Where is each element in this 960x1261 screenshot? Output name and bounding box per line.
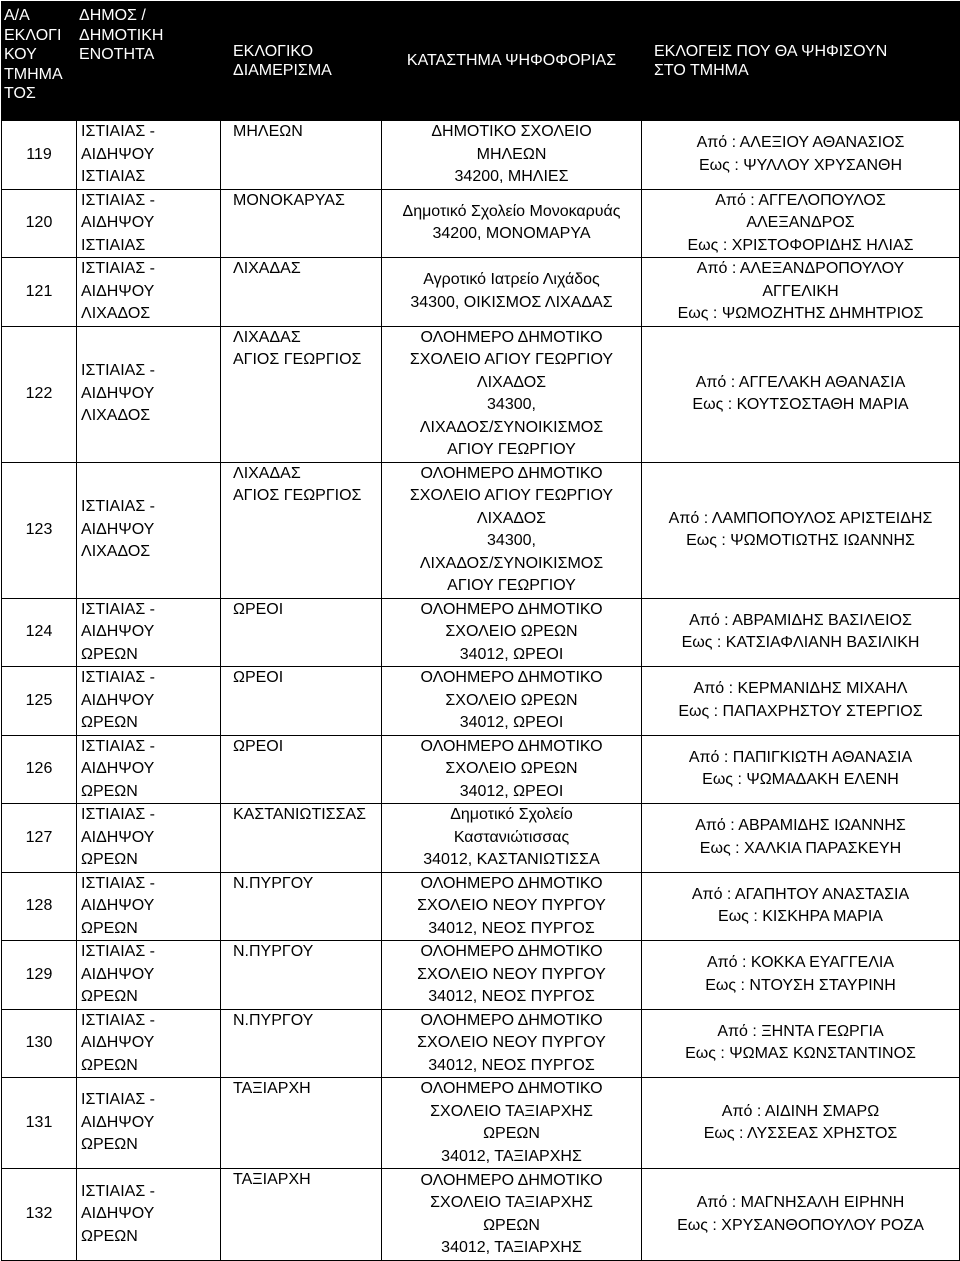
district-cell	[221, 598, 382, 667]
voter-range-cell	[642, 941, 960, 1010]
cell-line: ΣΧΟΛΕΙΟ ΝΕΟΥ ΠΥΡΓΟΥ	[417, 897, 606, 914]
table-row	[2, 1169, 960, 1261]
cell-line: ΩΡΕΩΝ	[81, 645, 138, 663]
voter-range-cell	[642, 804, 960, 873]
section-number-cell: 132	[2, 1169, 77, 1261]
cell-line: ΟΛΟΗΜΕΡΟ ΔΗΜΟΤΙΚΟ	[420, 328, 603, 346]
section-number-cell: 119	[2, 121, 77, 190]
cell-line: Εως : ΨΩΜΟΤΙΩΤΗΣ ΙΩΑΝΝΗΣ	[686, 532, 915, 549]
cell-line: Από : ΑΒΡΑΜΙΔΗΣ ΒΑΣΙΛΕΙΟΣ	[689, 611, 912, 629]
cell-line: ΙΣΤΙΑΙΑΣ -	[81, 600, 156, 618]
district-cell	[221, 189, 382, 258]
cell-line: ΙΣΤΙΑΙΑΣ -	[81, 669, 156, 686]
cell-line: ΤΑΞΙΑΡΧΗ	[233, 1080, 311, 1097]
table-row	[2, 326, 960, 462]
cell-line: ΤΑΞΙΑΡΧΗ	[233, 1171, 311, 1188]
cell-line: ΙΣΤΙΑΙΑΣ -	[81, 1182, 156, 1200]
district-cell	[221, 667, 382, 736]
municipality-cell	[77, 667, 221, 736]
municipality-cell	[77, 326, 221, 462]
cell-line: ΩΡΕΩΝ	[81, 1227, 138, 1245]
cell-line: ΑΓΓΕΛΙΚΗ	[762, 282, 839, 300]
cell-line: 34012, ΩΡΕΟΙ	[459, 714, 564, 731]
table-row	[2, 121, 960, 190]
voter-range-cell	[642, 189, 960, 258]
voter-range-cell	[642, 326, 960, 462]
municipality-cell	[77, 804, 221, 873]
cell-line: ΙΣΤΙΑΙΑΣ -	[81, 943, 156, 960]
polling-stations-table	[1, 1, 960, 1261]
cell-line: ΛΙΧΑΔΟΣ	[81, 305, 151, 322]
cell-line: Από : ΑΒΡΑΜΙΔΗΣ ΙΩΑΝΝΗΣ	[695, 817, 906, 835]
cell-line: ΟΛΟΗΜΕΡΟ ΔΗΜΟΤΙΚΟ	[420, 874, 603, 892]
cell-line: Εως : ΨΩΜΟΖΗΤΗΣ ΔΗΜΗΤΡΙΟΣ	[677, 305, 924, 322]
municipality-cell	[77, 1169, 221, 1261]
cell-line: Εως : ΚΑΤΣΙΑΦΛΙΑΝΗ ΒΑΣΙΛΙΚΗ	[681, 634, 920, 652]
table-header-row	[2, 2, 960, 121]
section-number-cell: 120	[2, 189, 77, 258]
cell-line: ΩΡΕΟΙ	[233, 737, 284, 755]
cell-line: ΑΙΔΗΨΟΥ	[81, 145, 155, 163]
polling-station-cell	[382, 804, 642, 873]
polling-station-cell	[382, 872, 642, 941]
district-cell	[221, 872, 382, 941]
cell-line: ΑΙΔΗΨΟΥ	[81, 623, 155, 640]
cell-line: ΑΙΔΗΨΟΥ	[81, 760, 155, 777]
municipality-cell	[77, 462, 221, 598]
district-cell	[221, 804, 382, 873]
district-cell	[221, 941, 382, 1010]
cell-line: 34012, ΩΡΕΟΙ	[459, 645, 564, 663]
cell-line: ΣΧΟΛΕΙΟ ΑΓΙΟΥ ΓΕΩΡΓΙΟΥ	[409, 351, 614, 368]
table-row	[2, 258, 960, 327]
cell-line: ΑΙΔΗΨΟΥ	[81, 384, 155, 402]
cell-line: Εως : ΨΩΜΑΔΑΚΗ ΕΛΕΝΗ	[702, 771, 899, 789]
cell-line: ΟΛΟΗΜΕΡΟ ΔΗΜΟΤΙΚΟ	[420, 1080, 603, 1097]
cell-line: ΚΑΣΤΑΝΙΩΤΙΣΣΑΣ	[233, 806, 367, 823]
cell-line: 34012, ΝΕΟΣ ΠΥΡΓΟΣ	[428, 919, 595, 937]
cell-line: ΛΙΧΑΔΟΣ/ΣΥΝΟΙΚΙΣΜΟΣ	[419, 554, 604, 572]
polling-station-cell	[382, 1169, 642, 1261]
header-section-number: Α/Α ΕΚΛΟΓΙ ΚΟΥ ΤΜΗΜΑ ΤΟΣ	[2, 2, 77, 121]
cell-line: 34012, ΤΑΞΙΑΡΧΗΣ	[441, 1239, 582, 1256]
cell-line: ΔΗΜΟΤΙΚΟ ΣΧΟΛΕΙΟ	[431, 123, 592, 140]
cell-line: Εως : ΨΩΜΑΣ ΚΩΝΣΤΑΝΤΙΝΟΣ	[685, 1045, 916, 1063]
municipality-cell	[77, 598, 221, 667]
cell-line: ΑΙΔΗΨΟΥ	[81, 214, 155, 231]
cell-line: ΙΣΤΙΑΙΑΣ -	[81, 1011, 156, 1029]
table-row	[2, 735, 960, 804]
cell-line: ΙΣΤΙΑΙΑΣ -	[81, 806, 156, 823]
cell-line: Ν.ΠΥΡΓΟΥ	[233, 1011, 314, 1029]
cell-line: ΣΧΟΛΕΙΟ ΝΕΟΥ ΠΥΡΓΟΥ	[417, 965, 606, 983]
table-row	[2, 462, 960, 598]
cell-line: ΑΙΔΗΨΟΥ	[81, 691, 155, 709]
cell-line: Εως : ΠΑΠΑΧΡΗΣΤΟΥ ΣΤΕΡΓΙΟΣ	[678, 702, 923, 720]
cell-line: Ν.ΠΥΡΓΟΥ	[233, 943, 314, 960]
cell-line: ΟΛΟΗΜΕΡΟ ΔΗΜΟΤΙΚΟ	[420, 1011, 603, 1029]
cell-line: ΑΙΔΗΨΟΥ	[81, 1113, 155, 1131]
voter-range-cell	[642, 1169, 960, 1261]
cell-line: ΣΧΟΛΕΙΟ ΑΓΙΟΥ ΓΕΩΡΓΙΟΥ	[409, 487, 614, 504]
section-number-cell: 126	[2, 735, 77, 804]
voter-range-cell	[642, 667, 960, 736]
voter-range-cell	[642, 121, 960, 190]
municipality-cell	[77, 735, 221, 804]
cell-line: 34012, ΚΑΣΤΑΝΙΩΤΙΣΣΑ	[423, 851, 600, 868]
cell-line: 34012, ΤΑΞΙΑΡΧΗΣ	[441, 1147, 582, 1165]
cell-line: Από : ΑΛΕΞΑΝΔΡΟΠΟΥΛΟΥ	[696, 260, 905, 277]
cell-line: Εως : ΚΟΥΤΣΟΣΤΑΘΗ ΜΑΡΙΑ	[692, 396, 909, 413]
district-cell	[221, 1169, 382, 1261]
table-row	[2, 1009, 960, 1078]
cell-line: ΙΣΤΙΑΙΑΣ -	[81, 191, 156, 209]
polling-station-cell	[382, 189, 642, 258]
cell-line: ΑΓΙΟΥ ΓΕΩΡΓΙΟΥ	[447, 441, 576, 458]
cell-line: ΛΙΧΑΔΟΣ	[81, 543, 151, 561]
polling-station-cell	[382, 258, 642, 327]
table-row	[2, 189, 960, 258]
cell-line: Από : ΑΓΑΠΗΤΟΥ ΑΝΑΣΤΑΣΙΑ	[691, 885, 910, 903]
cell-line: ΣΧΟΛΕΙΟ ΝΕΟΥ ΠΥΡΓΟΥ	[417, 1034, 606, 1051]
cell-line: ΣΧΟΛΕΙΟ ΤΑΞΙΑΡΧΗΣ	[430, 1102, 593, 1120]
cell-line: Εως : ΛΥΣΣΕΑΣ ΧΡΗΣΤΟΣ	[703, 1125, 898, 1142]
cell-line: ΩΡΕΩΝ	[81, 919, 138, 937]
cell-line: ΜΟΝΟΚΑΡΥΑΣ	[233, 191, 345, 209]
cell-line: ΙΣΤΙΑΙΑΣ -	[81, 260, 156, 277]
cell-line: Από : ΑΛΕΞΙΟΥ ΑΘΑΝΑΣΙΟΣ	[696, 134, 905, 152]
district-cell	[221, 1009, 382, 1078]
cell-line: Εως : ΧΑΛΚΙΑ ΠΑΡΑΣΚΕΥΗ	[699, 839, 902, 857]
cell-line: Από : ΚΕΡΜΑΝΙΔΗΣ ΜΙΧΑΗΛ	[693, 680, 908, 698]
cell-line: ΑΙΔΗΨΟΥ	[81, 1205, 155, 1223]
header-electoral-district: ΕΚΛΟΓΙΚΟ ΔΙΑΜΕΡΙΣΜΑ	[221, 2, 382, 121]
cell-line: Εως : ΧΡΥΣΑΝΘΟΠΟΥΛΟΥ ΡΟΖΑ	[677, 1216, 924, 1234]
cell-line: ΩΡΕΩΝ	[81, 851, 138, 868]
cell-line: Καστανιώτισσας	[453, 828, 570, 846]
voter-range-cell	[642, 462, 960, 598]
district-cell	[221, 258, 382, 327]
cell-line: ΛΙΧΑΔΑΣ	[233, 464, 301, 482]
cell-line: 34012, ΝΕΟΣ ΠΥΡΓΟΣ	[428, 988, 595, 1005]
cell-line: Από : ΑΓΓΕΛΟΠΟΥΛΟΣ	[715, 191, 886, 209]
cell-line: Εως : ΨΥΛΛΟΥ ΧΡΥΣΑΝΘΗ	[699, 156, 902, 174]
voter-range-cell	[642, 872, 960, 941]
section-number-cell: 122	[2, 326, 77, 462]
cell-line: Από : ΛΑΜΠΟΠΟΥΛΟΣ ΑΡΙΣΤΕΙΔΗΣ	[668, 509, 933, 527]
cell-line: ΙΣΤΙΑΙΑΣ -	[81, 498, 156, 516]
cell-line: ΩΡΕΩΝ	[81, 1056, 138, 1074]
cell-line: ΙΣΤΙΑΙΑΣ	[81, 168, 146, 185]
polling-station-cell	[382, 326, 642, 462]
cell-line: ΑΙΔΗΨΟΥ	[81, 520, 155, 538]
cell-line: ΩΡΕΩΝ	[81, 1136, 138, 1154]
cell-line: ΟΛΟΗΜΕΡΟ ΔΗΜΟΤΙΚΟ	[420, 1171, 603, 1189]
table-row	[2, 872, 960, 941]
section-number-cell: 125	[2, 667, 77, 736]
cell-line: Από : ΚΟΚΚΑ ΕΥΑΓΓΕΛΙΑ	[706, 954, 895, 972]
section-number-cell: 121	[2, 258, 77, 327]
cell-line: 34300,	[487, 532, 536, 549]
polling-station-cell	[382, 735, 642, 804]
cell-line: ΑΙΔΗΨΟΥ	[81, 828, 155, 846]
municipality-cell	[77, 1078, 221, 1169]
cell-line: 34012, ΩΡΕΟΙ	[459, 782, 564, 800]
municipality-cell	[77, 872, 221, 941]
cell-line: ΑΓΙΟΣ ΓΕΩΡΓΙΟΣ	[233, 487, 362, 504]
cell-line: ΑΛΕΞΑΝΔΡΟΣ	[746, 214, 855, 231]
municipality-cell	[77, 121, 221, 190]
section-number-cell: 129	[2, 941, 77, 1010]
header-polling-station: ΚΑΤΑΣΤΗΜΑ ΨΗΦΟΦΟΡΙΑΣ	[382, 2, 642, 121]
table-row	[2, 941, 960, 1010]
cell-line: ΣΧΟΛΕΙΟ ΩΡΕΩΝ	[445, 691, 578, 709]
cell-line: 34300,	[487, 396, 536, 413]
cell-line: ΜΗΛΕΩΝ	[476, 145, 547, 163]
district-cell	[221, 462, 382, 598]
cell-line: ΛΙΧΑΔΟΣ	[81, 407, 151, 425]
cell-line: ΩΡΕΩΝ	[483, 1216, 540, 1234]
polling-station-cell	[382, 941, 642, 1010]
district-cell	[221, 1078, 382, 1169]
cell-line: 34200, ΜΟΝΟΜΑΡΥΑ	[432, 225, 591, 243]
cell-line: Δημοτικό Σχολείο	[450, 806, 573, 823]
cell-line: ΛΙΧΑΔΟΣ	[476, 373, 547, 391]
table-row	[2, 598, 960, 667]
district-cell	[221, 121, 382, 190]
polling-station-cell	[382, 667, 642, 736]
cell-line: Από : ΑΓΓΕΛΑΚΗ ΑΘΑΝΑΣΙΑ	[695, 373, 906, 391]
cell-line: ΩΡΕΩΝ	[81, 714, 138, 731]
section-number-cell: 124	[2, 598, 77, 667]
cell-line: ΙΣΤΙΑΙΑΣ -	[81, 737, 156, 755]
cell-line: ΩΡΕΟΙ	[233, 669, 284, 686]
cell-line: Από : ΑΙΔΙΝΗ ΣΜΑΡΩ	[721, 1102, 880, 1120]
cell-line: ΙΣΤΙΑΙΑΣ	[81, 236, 146, 254]
header-voter-range: ΕΚΛΟΓΕΙΣ ΠΟΥ ΘΑ ΨΗΦΙΣΟΥΝ ΣΤΟ ΤΜΗΜΑ	[642, 2, 960, 121]
cell-line: 34012, ΝΕΟΣ ΠΥΡΓΟΣ	[428, 1056, 595, 1074]
cell-line: ΑΙΔΗΨΟΥ	[81, 1034, 155, 1051]
cell-line: Εως : ΝΤΟΥΣΗ ΣΤΑΥΡΙΝΗ	[705, 976, 896, 994]
cell-line: ΩΡΕΟΙ	[233, 600, 284, 618]
cell-line: ΛΙΧΑΔΑΣ	[233, 260, 301, 277]
header-municipality: ΔΗΜΟΣ / ΔΗΜΟΤΙΚΗ ΕΝΟΤΗΤΑ	[77, 2, 221, 121]
cell-line: Εως : ΚΙΣΚΗΡΑ ΜΑΡΙΑ	[718, 908, 883, 926]
municipality-cell	[77, 258, 221, 327]
cell-line: ΑΙΔΗΨΟΥ	[81, 282, 155, 300]
cell-line: ΑΙΔΗΨΟΥ	[81, 965, 155, 983]
cell-line: ΟΛΟΗΜΕΡΟ ΔΗΜΟΤΙΚΟ	[420, 669, 603, 686]
cell-line: Δημοτικό Σχολείο Μονοκαρυάς	[402, 202, 621, 220]
cell-line: ΩΡΕΩΝ	[81, 988, 138, 1005]
cell-line: ΟΛΟΗΜΕΡΟ ΔΗΜΟΤΙΚΟ	[420, 600, 603, 618]
voter-range-cell	[642, 258, 960, 327]
polling-station-cell	[382, 462, 642, 598]
municipality-cell	[77, 1009, 221, 1078]
cell-line: ΜΗΛΕΩΝ	[233, 123, 303, 140]
section-number-cell: 131	[2, 1078, 77, 1169]
cell-line: Από : ΜΑΓΝΗΣΑΛΗ ΕΙΡΗΝΗ	[696, 1194, 905, 1211]
district-cell	[221, 326, 382, 462]
cell-line: ΑΙΔΗΨΟΥ	[81, 897, 155, 914]
table-row	[2, 1078, 960, 1169]
cell-line: ΟΛΟΗΜΕΡΟ ΔΗΜΟΤΙΚΟ	[420, 943, 603, 960]
cell-line: 34200, ΜΗΛΙΕΣ	[454, 168, 569, 185]
voter-range-cell	[642, 598, 960, 667]
cell-line: ΙΣΤΙΑΙΑΣ -	[81, 1091, 156, 1109]
cell-line: ΙΣΤΙΑΙΑΣ -	[81, 874, 156, 892]
cell-line: ΙΣΤΙΑΙΑΣ -	[81, 123, 156, 140]
cell-line: Από : ΞΗΝΤΑ ΓΕΩΡΓΙΑ	[717, 1022, 884, 1040]
cell-line: ΙΣΤΙΑΙΑΣ -	[81, 362, 156, 380]
cell-line: ΟΛΟΗΜΕΡΟ ΔΗΜΟΤΙΚΟ	[420, 464, 603, 482]
municipality-cell	[77, 189, 221, 258]
table-row	[2, 667, 960, 736]
cell-line: ΩΡΕΩΝ	[483, 1125, 540, 1142]
table-body	[2, 121, 960, 1261]
voter-range-cell	[642, 1078, 960, 1169]
section-number-cell: 123	[2, 462, 77, 598]
cell-line: Εως : ΧΡΙΣΤΟΦΟΡΙΔΗΣ ΗΛΙΑΣ	[687, 236, 914, 254]
polling-station-cell	[382, 1078, 642, 1169]
polling-station-cell	[382, 598, 642, 667]
cell-line: ΣΧΟΛΕΙΟ ΩΡΕΩΝ	[445, 760, 578, 777]
cell-line: ΟΛΟΗΜΕΡΟ ΔΗΜΟΤΙΚΟ	[420, 737, 603, 755]
voter-range-cell	[642, 735, 960, 804]
cell-line: ΣΧΟΛΕΙΟ ΤΑΞΙΑΡΧΗΣ	[430, 1194, 593, 1211]
cell-line: ΛΙΧΑΔΟΣ	[476, 509, 547, 527]
polling-station-cell	[382, 1009, 642, 1078]
cell-line: Αγροτικό Ιατρείο Λιχάδος	[423, 271, 600, 289]
section-number-cell: 127	[2, 804, 77, 873]
cell-line: ΛΙΧΑΔΑΣ	[233, 328, 301, 346]
cell-line: ΑΓΙΟΥ ΓΕΩΡΓΙΟΥ	[447, 577, 576, 594]
district-cell	[221, 735, 382, 804]
voter-range-cell	[642, 1009, 960, 1078]
section-number-cell: 130	[2, 1009, 77, 1078]
cell-line: Ν.ΠΥΡΓΟΥ	[233, 874, 314, 892]
cell-line: Από : ΠΑΠΙΓΚΙΩΤΗ ΑΘΑΝΑΣΙΑ	[688, 748, 913, 766]
cell-line: ΛΙΧΑΔΟΣ/ΣΥΝΟΙΚΙΣΜΟΣ	[419, 418, 604, 436]
cell-line: 34300, ΟΙΚΙΣΜΟΣ ΛΙΧΑΔΑΣ	[410, 293, 613, 311]
cell-line: ΑΓΙΟΣ ΓΕΩΡΓΙΟΣ	[233, 351, 362, 368]
cell-line: ΣΧΟΛΕΙΟ ΩΡΕΩΝ	[445, 623, 578, 640]
municipality-cell	[77, 941, 221, 1010]
table-row	[2, 804, 960, 873]
section-number-cell: 128	[2, 872, 77, 941]
polling-station-cell	[382, 121, 642, 190]
cell-line: ΩΡΕΩΝ	[81, 782, 138, 800]
